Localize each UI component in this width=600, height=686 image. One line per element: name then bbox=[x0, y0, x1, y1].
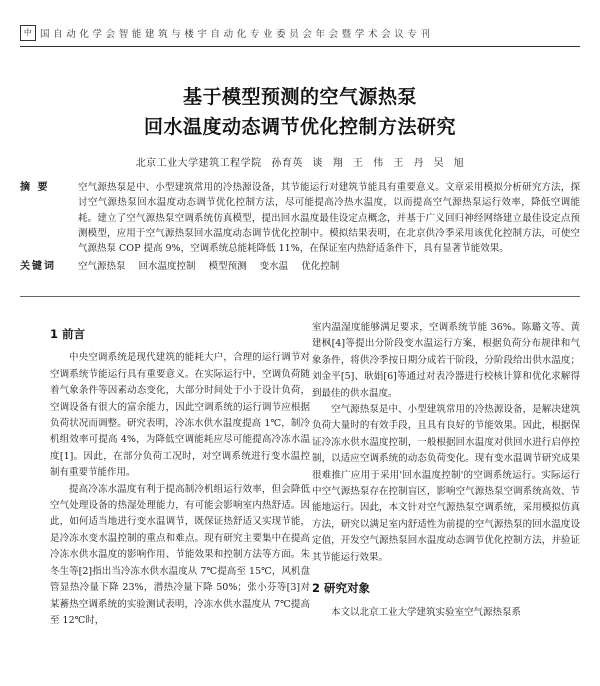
paper-title-line-2: 回水温度动态调节优化控制方法研究 bbox=[143, 116, 456, 138]
left-column bbox=[50, 326, 310, 629]
keywords-row bbox=[20, 259, 580, 274]
authors: 北京工业大学建筑工程学院 孙育英 谈 翔 王 伟 王 丹 吴 旭 bbox=[135, 158, 465, 169]
section-divider bbox=[20, 296, 580, 297]
journal-header-text: 国 自 动 化 学 会 智 能 建 筑 与 楼 宇 自 动 化 专 业 委 员 会 年 会 暨 学 术 会 议 专 刊 bbox=[40, 29, 431, 40]
keyword: 回水温度控制 bbox=[138, 261, 196, 273]
abstract-label: 摘 要 bbox=[20, 182, 50, 193]
keyword: 优化控制 bbox=[301, 261, 340, 273]
header-box-glyph: 中 bbox=[20, 25, 36, 41]
paper-title-line-1: 基于模型预测的空气源热泵 bbox=[182, 86, 417, 108]
keywords-label: 关键词 bbox=[20, 261, 56, 273]
journal-header bbox=[20, 20, 580, 47]
section-2-paragraph-1: 本文以北京工业大学建筑实验室空气源热泵系 bbox=[331, 606, 522, 618]
right-paragraph-2: 空气源热泵是中、小型建筑常用的冷热源设备，是解决建筑负荷大量时的有效手段，且具有良好的节能效果。因此，根据保证冷冻水供水温度控制，一般根据回水温度对供回水进行启停控制，以适应空调系统的动态负荷变化。现有变水温调节研究成果很难推广应用于采用'回水温度控制'的空调系统运行。实际运行中空气源热泵存在控制盲区，影响空气源热泵空调系统高效、节能地运行。因此，本文针对空气源热泵空调系统，采用模拟仿真方法，研究以满足室内舒适性为前提的空气源热泵的回水温度设定值，开发空气源热泵回水温度动态调节优化控制方法，并验证其节能运行效果。 bbox=[312, 404, 580, 563]
abstract-text: 空气源热泵是中、小型建筑常用的冷热源设备，其节能运行对建筑节能具有重要意义。文章采用模拟分析研究方法，探讨空气源热泵回水温度动态调节优化控制方法，尽可能提高冷热水温度，以而提高空气源热泵运行效率，降低空调能耗。建立了空气源热泵空调系统仿真模型，提出回水温度最佳设定点概念，并基于广义回归神经网络建立最佳设定点预测模型，应用于空气源热泵回水温度动态调节优化控制中。模拟结果表明，在北京供冷季采用该优化控制方法，可使空气源热泵 COP 提高 9%，空调系统总能耗降低 11%，在保证室内热舒适条件下，具有显著节能效果。 bbox=[78, 182, 580, 255]
right-column bbox=[312, 320, 580, 621]
section-1-paragraph-1: 中央空调系统是现代建筑的能耗大户，合理的运行调节对空调系统节能运行具有重要意义。在实际运行中，空调负荷随着气象条件等因素动态变化，大部分时间处于小于设计负荷，空调设备有很大的富余能力，因此空调系统的运行调节应根据负荷状况而调整。研究表明，冷冻水供水温度提高 1℃，制冷机组效率可提高 4%，为降低空调能耗应尽可能提高冷冻水温度[1]。因此，在部分负荷工况时，对空调系统进行变水温控制有重要节能作用。 bbox=[50, 352, 310, 479]
abstract-row bbox=[20, 180, 580, 256]
keyword: 空气源热泵 bbox=[78, 261, 126, 273]
section-1-paragraph-2: 提高冷冻水温度有利于提高制冷机组运行效率，但会降低空气处理设备的热湿处理能力，有可能会影响室内热舒适。因此，如何适当地进行变水温调节，既保证热舒适又实现节能，是冷冻水变水温控制的重点和难点。现有研究主要集中在提高冷冻水供水温度的影响作用、节能效果和控制方法等方面。朱冬生等[2]指出当冷冻水供水温度从 7℃提高至 15℃，风机盘管显热冷量下降 23%，潜热冷量下降 50%；张小芬等[3]对某蓄热空调系统的实验测试表明，冷冻水供水温度从 7℃提高至 12℃时， bbox=[50, 483, 310, 626]
section-1-title: 1 前言 bbox=[50, 327, 86, 341]
keyword: 模型预测 bbox=[208, 261, 247, 273]
right-paragraph-1: 室内温湿度能够满足要求，空调系统节能 36%。陈璐文等、黄建枫[4]等提出分阶段变水温运行方案，根据负荷分布规律和气象条件，将供冷季按日期分成若干阶段，分阶段给出供水温度；刘金平[5]、耿娟[6]等通过对表冷器进行校核计算和优化求解得到最佳的供水温度。 bbox=[312, 322, 580, 399]
keyword: 变水温 bbox=[259, 261, 289, 273]
keywords-list bbox=[78, 259, 580, 274]
section-2-title: 2 研究对象 bbox=[312, 581, 371, 596]
abstract-block bbox=[20, 180, 580, 275]
